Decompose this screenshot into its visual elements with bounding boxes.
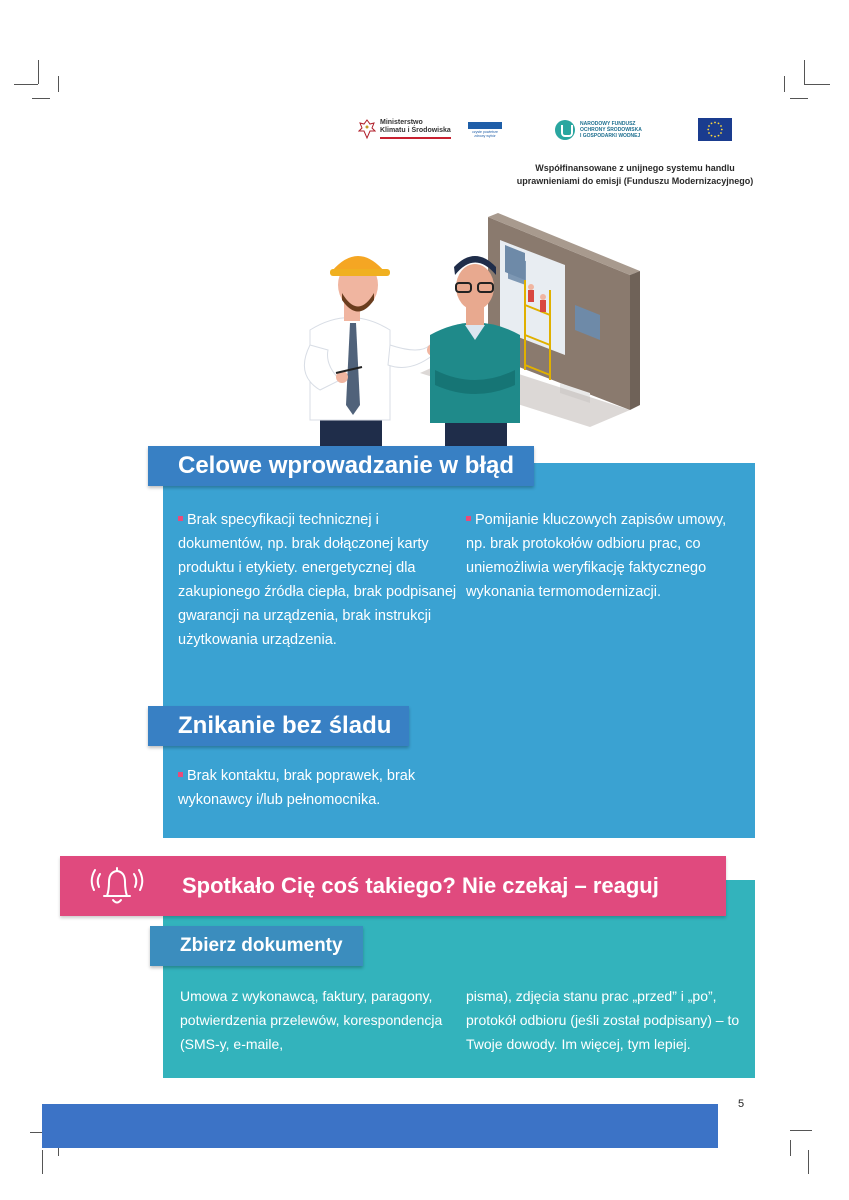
documents-text-col1: Umowa z wykonawcą, faktury, paragony, potwierdzenia przelewów, korespondencja (SMS-y, e-maile, bbox=[180, 988, 443, 1052]
worker-icon bbox=[304, 256, 439, 455]
list-item: Pomijanie kluczowych zapisów umowy, np. brak protokołów odbioru prac, co uniemożliwia weryfikację faktycznego wykonania termomodernizacji. bbox=[466, 512, 727, 600]
section-title-misleading: Celowe wprowadzanie w błąd bbox=[148, 446, 534, 486]
documents-text-col2: pisma), zdjęcia stanu prac „przed” i „po”, protokół odbioru (jeśli został podpisany) – to Twoje dowody. Im więcej, tym lepiej. bbox=[466, 988, 740, 1052]
cofinancing-note: Współfinansowane z unijnego systemu handlu uprawnieniami do emisji (Funduszu Modernizacyjnego) bbox=[516, 163, 754, 186]
bullet-icon bbox=[466, 516, 471, 521]
eagle-emblem-icon bbox=[358, 118, 376, 140]
nfosigw-emblem-icon bbox=[555, 120, 575, 140]
program-name: czyste powietrze zdrowy wybór bbox=[472, 130, 498, 138]
house-roof-icon bbox=[468, 122, 502, 129]
crop-mark bbox=[42, 1150, 43, 1174]
list-item: Brak specyfikacji technicznej i dokumentów, np. brak dołączonej karty produktu i etykiety. energetycznej dla zakupionego źródła ciepła, brak podpisanej gwarancji na urządzenia, brak instrukcji użytkowania urządzenia. bbox=[178, 512, 457, 648]
crop-mark bbox=[804, 60, 805, 84]
ministry-name: Ministerstwo Klimatu i Środowiska bbox=[380, 119, 451, 139]
alert-banner-title: Spotkało Cię coś takiego? Nie czekaj – reaguj bbox=[182, 873, 659, 898]
bell-alarm-icon bbox=[88, 860, 146, 912]
nfosigw-name: NARODOWY FUNDUSZ OCHRONY ŚRODOWISKA I GOSPODARKI WODNEJ bbox=[580, 121, 642, 139]
ministry-logo bbox=[358, 118, 451, 140]
crop-mark bbox=[808, 1150, 809, 1174]
bullet-icon bbox=[178, 772, 183, 777]
bullet-icon bbox=[178, 516, 183, 521]
crop-mark bbox=[58, 76, 59, 92]
crop-mark bbox=[38, 60, 39, 84]
crop-mark bbox=[790, 98, 808, 99]
crop-mark bbox=[804, 84, 830, 85]
nfosigw-logo bbox=[555, 120, 642, 140]
program-logo bbox=[468, 122, 502, 140]
list-item: Brak kontaktu, brak poprawek, brak wykonawcy i/lub pełnomocnika. bbox=[178, 768, 416, 808]
crop-mark bbox=[790, 1140, 791, 1156]
crop-mark bbox=[784, 76, 785, 92]
workers-illustration bbox=[270, 205, 690, 455]
page-number: 5 bbox=[738, 1098, 745, 1110]
crop-mark bbox=[790, 1130, 812, 1131]
section-title-collect-documents: Zbierz dokumenty bbox=[150, 926, 363, 966]
footer-bar bbox=[42, 1104, 718, 1148]
crop-mark bbox=[32, 98, 50, 99]
logo-row bbox=[350, 112, 750, 152]
section-title-disappearing: Znikanie bez śladu bbox=[148, 706, 409, 746]
crop-mark bbox=[14, 84, 38, 85]
eu-flag-icon bbox=[698, 118, 732, 141]
